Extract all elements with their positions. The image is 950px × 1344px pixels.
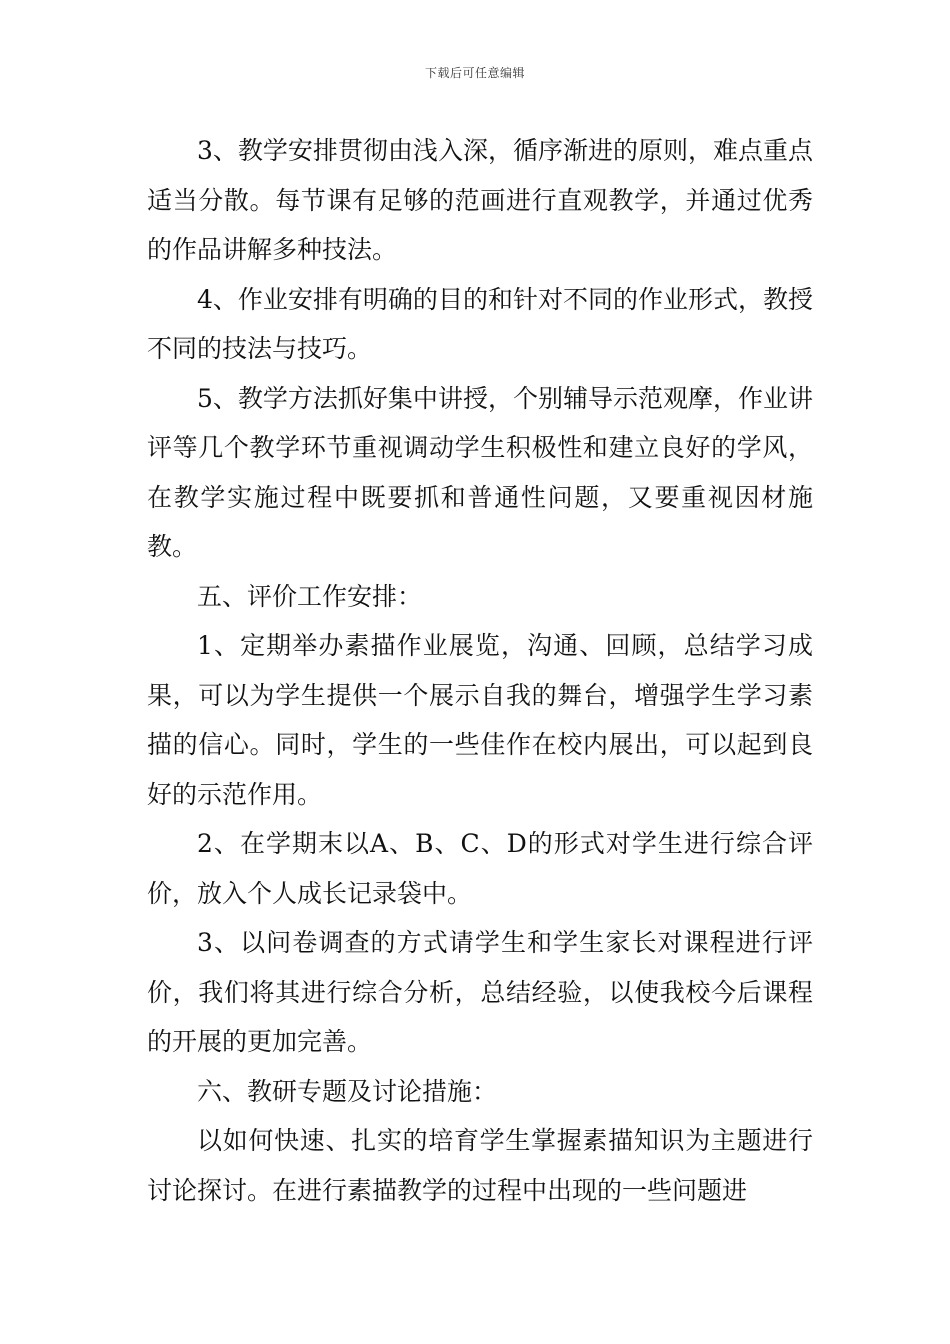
paragraph-exhibition: 1、定期举办素描作业展览，沟通、回顾，总结学习成果，可以为学生提供一个展示自我的舞台，增强学生学习素描的信心。同时，学生的一些佳作在校内展出，可以起到良好的示范作用。 [147,631,813,809]
section-heading-research: 六、教研专题及讨论措施： [197,1076,498,1106]
paragraph-questionnaire: 3、以问卷调查的方式请学生和学生家长对课程进行评价，我们将其进行综合分析，总结经验，以使我校今后课程的开展的更加完善。 [147,928,813,1056]
document-body [147,126,813,1215]
paragraph-term-evaluation: 2、在学期末以A、B、C、D的形式对学生进行综合评价，放入个人成长记录袋中。 [147,829,813,908]
paragraph-homework-arrangement: 4、作业安排有明确的目的和针对不同的作业形式，教授不同的技法与技巧。 [147,284,813,363]
paragraph-teaching-arrangement: 3、教学安排贯彻由浅入深，循序渐进的原则，难点重点适当分散。每节课有足够的范画进行直观教学，并通过优秀的作品讲解多种技法。 [147,136,813,264]
paragraph-research-topic: 以如何快速、扎实的培育学生掌握素描知识为主题进行讨论探讨。在进行素描教学的过程中出现的一些问题进 [147,1126,813,1205]
section-heading-evaluation: 五、评价工作安排： [197,581,423,611]
paragraph-teaching-method: 5、教学方法抓好集中讲授，个别辅导示范观摩，作业讲评等几个教学环节重视调动学生积极性和建立良好的学风，在教学实施过程中既要抓和普通性问题，又要重视因材施教。 [147,383,813,561]
page-header: 下载后可任意编辑 [424,66,525,80]
